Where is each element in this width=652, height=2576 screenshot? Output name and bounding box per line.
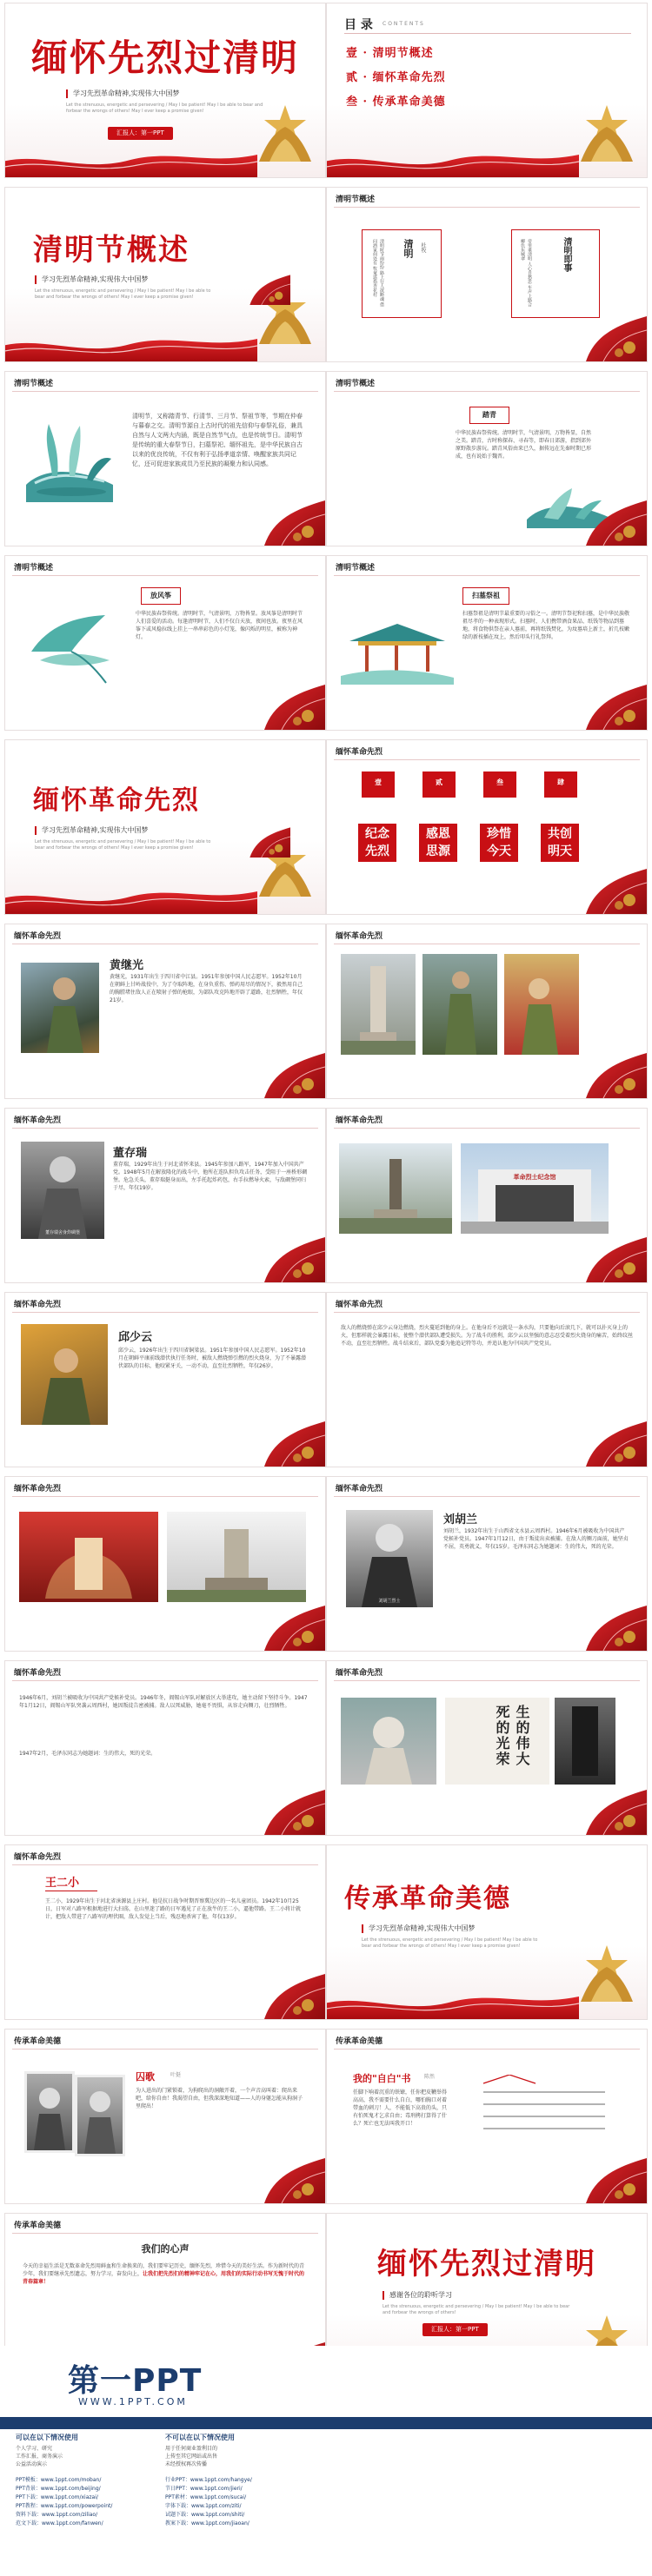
origin-label: 踏青 [469,407,509,424]
cover-english: Let the strenuous, energetic and persevering / May I be patient! May I be able to bear and forbear the wrongs of others! May I ever keep a promise given! [66,103,263,114]
red-wave [327,144,579,177]
hero-text: 刘胡兰，1932年出生于山西省文水县云周西村。1946年6月被吸收为中国共产党候补党员。1947年1月12日，由于叛徒出卖被捕。在敌人的铡刀面前，她坚贞不屈，英勇就义，年仅15岁。毛泽东同志为她题词：生的伟大，死的光荣。 [443,1528,629,1550]
hero-story-text-2: 1947年2月，毛泽东同志为她题词：生的伟大，死的光荣。 [19,1751,156,1757]
monument-photo [341,954,416,1055]
promo-footer [0,2346,652,2576]
red-flag-corner [569,1414,647,1467]
slide-header: 缅怀革命先烈 [327,740,647,761]
cover-subtitle: 学习先烈革命精神,实现伟大中国梦 [66,89,180,98]
section2-subtitle: 学习先烈革命精神,实现伟大中国梦 [35,825,149,835]
poem1-lines: 清明时节雨纷纷 路上行人欲断魂 借问酒家何处有 牧童遥指杏花村 [372,239,384,308]
kite-label: 放风筝 [141,587,181,605]
red-flag-corner [247,1414,325,1467]
hero-name: 刘胡兰 [443,1513,478,1526]
poem-text: 为人进出的门紧锁着，为狗爬出的洞敞开着，一个声音高叫着：爬出来吧，给你自由！我渴望自由，但我深深地知道——人的身躯怎能从狗洞子里爬出！ [136,2088,303,2109]
slide-kite[interactable] [5,556,325,730]
hero-portrait [21,1142,104,1239]
poem1-title: 清明 [403,239,414,258]
poem1-author: 杜牧 [420,242,426,253]
poem-title: 囚歌 [136,2071,155,2083]
red-flag-corner [569,862,647,914]
poem2-card [511,229,600,318]
red-silk [238,266,290,309]
gold-ornament [572,101,642,162]
pavilion-illustration [341,606,454,685]
poem2-title: 清明即事 [562,237,571,272]
slide-header: 缅怀革命先烈 [5,1109,325,1129]
hero-painting [21,1324,108,1425]
red-flag-corner [247,678,325,730]
promo-col1-title: 可以在以下情况使用 [16,2434,78,2441]
hero-text: 黄继光，1931年出生于四川省中江县。1951年参加中国人民志愿军。1952年10月在朝鲜上甘岭战役中，为了夺取阵地，在身负重伤、弹药用尽的情况下，毅然用自己的胸膛堵住敌人正在喷射子弹的枪眼，为部队攻克阵地开辟了道路，壮烈牺牲，年仅21岁。 [110,974,303,1003]
slide-header: 缅怀革命先烈 [5,1845,325,1866]
slide-hero-dong-memorial[interactable] [327,1109,647,1282]
toc-item-3[interactable]: 叁 · 传承革命美德 [346,96,446,109]
slide-section-3[interactable] [327,1845,647,2019]
slide-hero-wang[interactable] [5,1845,325,2019]
slide-confession[interactable] [327,2030,647,2203]
statue-photo [422,954,497,1055]
thoughts-text: 今天的幸福生活是无数革命先烈用鲜血和生命换来的，我们要牢记历史，缅怀先烈，珍惜今天的美好生活。作为新时代的青少年，我们要继承先烈遗志，努力学习，奋发向上，让我们把先烈们的精神牢记在心，用我们的实际行动书写无愧于时代的青春篇章！ [23,2263,305,2285]
chip-4: 肆 [544,771,577,798]
hero-portrait [346,1510,433,1607]
red-flag-corner [569,1783,647,1835]
slide-hero-qiu[interactable] [5,1293,325,1467]
toc-title: 目 录 [344,18,373,32]
slide-header: 传承革命美德 [5,2214,325,2235]
hero-name: 邱少云 [118,1331,153,1344]
hero-text: 董存瑞，1929年出生于河北省怀来县。1945年参加八路军，1947年加入中国共产党。1948年5月在解放隆化的战斗中，他所在连队担负攻击任务，受阻于一座桥形碉堡。危急关头，董存瑞挺身而出，左手托起炸药包，右手拉燃导火索，与敌碉堡同归于尽，年仅19岁。 [113,1162,308,1191]
slide-header: 传承革命美德 [327,2030,647,2050]
poem-title: 我的"自白"书 [353,2073,411,2084]
section1-subtitle: 学习先烈革命精神,实现伟大中国梦 [35,275,149,284]
gold-ornament [250,101,320,162]
toc-divider [344,33,631,34]
stamp-photo-2 [75,2075,125,2156]
slide-header: 缅怀革命先烈 [5,924,325,945]
poster-photo [504,954,579,1055]
hero-story-text: 1946年6月，刘胡兰被吸收为中国共产党候补党员。1946年冬，阎锡山军队对解放区大举进攻，她主动留下坚持斗争。1947年1月12日，阎锡山军队突袭云周西村，她因叛徒告密被捕。敌人以死威胁，她毫不畏惧，从容走向铡刀，壮烈牺牲。 [19,1695,308,1709]
promo-links-right[interactable]: 行业PPT：www.1ppt.com/hangye/ 节日PPT：www.1ppt.com/jieri/ PPT素材：www.1ppt.com/sucai/ 字体下载：www.1ppt.com/ziti/ 试题下载：www.1ppt.com/shiti/ 教案下载：www.1ppt.com/jiaoan/ [165,2477,252,2526]
slide-section-2[interactable] [5,740,325,914]
kite-text: 中华民族春祭传统。清明时节，气清景明，万物皆显。放风筝是清明时节人们喜爱的活动。每逢清明时节，人们不仅白天放，夜间也放。夜里在风筝下或风稳拉线上挂上一串串彩色的小灯笼，像闪烁的明星，被称为神灯。 [136,611,303,640]
poem1-card [362,229,442,318]
poem-text: 任脚下响着沉重的铁镣，任你把皮鞭举得高高，我不需要什么自白，哪怕胸口对着带血的刺刀！人，不能低下高贵的头，只有怕死鬼才乞求自由；毒刑拷打算得了什么？死亡也无法叫我开口！ [353,2089,448,2127]
slide-hero-liu-photos[interactable] [327,1661,647,1835]
red-flag-corner [247,1783,325,1835]
portrait-caption: 董存瑞舍身炸碉堡 [44,1230,80,1235]
slide-hero-liu-text[interactable] [5,1661,325,1835]
toc-item-1[interactable]: 壹 · 清明节概述 [346,47,434,60]
promo-col2-title: 不可以在以下情况使用 [165,2434,235,2441]
bird-illustration [23,599,118,686]
closing-title: 缅怀先烈过清明 [377,2247,596,2281]
value-box-3: 珍惜 今天 [480,824,518,862]
red-flag-corner [569,309,647,361]
slide-hero-dong[interactable] [5,1109,325,1282]
slide-tomb-sweeping[interactable] [327,556,647,730]
slide-hero-huang-photos[interactable] [327,924,647,1098]
red-wave [5,881,257,914]
red-flag-corner [569,678,647,730]
tablet-photo [555,1698,615,1785]
red-flag-corner [569,2151,647,2203]
section3-english: Let the strenuous, energetic and persevering / May I be patient! May I be able to bear and forbear the wrongs of others! May I ever keep a promise given! [362,1937,538,1949]
slide-header: 缅怀革命先烈 [327,924,647,945]
statue-photo [339,1143,452,1234]
slide-header: 清明节概述 [5,556,325,577]
chip-1: 壹 [362,771,395,798]
portrait-caption: 刘胡兰烈士 [378,1599,401,1604]
calligraphy-sketch [475,2075,614,2144]
thoughts-title: 我们的心声 [141,2243,190,2255]
red-wave [5,144,257,177]
slide-section-1[interactable] [5,188,325,361]
tomb-photo [167,1512,306,1602]
chip-3: 叁 [483,771,516,798]
red-flag-corner [247,1230,325,1282]
slide-cover[interactable] [5,3,325,177]
slide-overview[interactable] [5,372,325,546]
slide-header: 清明节概述 [327,372,647,393]
red-flag-corner [569,1230,647,1282]
hero-story-text: 敌人的燃烧弹在邱少云身边燃烧，烈火蔓延到他的身上。在他身后不远就是一条水沟，只要他向后滚几下，就可以扑灭身上的火，但那样就会暴露目标，使整个潜伏部队遭受损失。为了战斗的胜利，邱少云以坚强的意志忍受着烈火烧身的痛苦，始终纹丝不动，直至壮烈牺牲。战斗结束后，部队党委为他追记特等功，并追认他为中国共产党党员。 [341,1325,634,1347]
slide-header: 缅怀革命先烈 [327,1293,647,1314]
inscription-text: 生的伟大 死的光荣 [494,1705,530,1767]
red-flag-corner [247,493,325,546]
slide-header: 缅怀革命先烈 [327,1661,647,1682]
slide-header: 缅怀革命先烈 [5,1477,325,1498]
green-landscape-illustration [17,407,122,502]
hero-text: 邱少云，1926年出生于四川省铜梁县。1951年参加中国人民志愿军。1952年10月在朝鲜平康前线潜伏执行任务时，被敌人燃烧弹引燃的烈火烧身，为了不暴露潜伏部队的目标，他咬紧牙关，一动不动，直至壮烈牺牲，年仅26岁。 [118,1348,307,1369]
origin-text: 中华民族春祭传统。清明时节，气清景明，万物皆显，自然之美。踏青，古时称探春、寻春等，即春日郊游，指到郊外原野散步游玩。踏青风俗由来已久，据传远在先秦时期已形成，也有说始于魏晋。 [456,430,592,460]
slide-hero-qiu-photos[interactable] [5,1477,325,1651]
cover-reporter: 汇报人：第一PPT [108,127,173,140]
slide-header: 传承革命美德 [5,2030,325,2050]
red-flag-corner [569,1599,647,1651]
memorial-hall-photo [461,1143,609,1234]
stamp-photo-1 [24,2071,75,2153]
toc-subtitle: CONTENTS [383,21,425,27]
promo-links-left[interactable]: PPT模板：www.1ppt.com/moban/ PPT背景：www.1ppt.com/beijing/ PPT下载：www.1ppt.com/xiazai/ PPT教程：www.1ppt.com/powerpoint/ 资料下载：www.1ppt.com/ziliao/ 范文下载：www.1ppt.com/fanwen/ [16,2477,113,2526]
slide-hero-huang[interactable] [5,924,325,1098]
closing-subtitle: 感谢各位的聆听学习 [383,2290,452,2300]
slide-toc[interactable] [327,3,647,177]
slide-header: 缅怀革命先烈 [327,1109,647,1129]
poem-author: 陈然 [424,2074,436,2080]
red-silk [238,818,290,862]
sweep-label: 扫墓祭祖 [462,587,509,605]
promo-url[interactable]: WWW.1PPT.COM [78,2396,188,2407]
value-box-2: 感恩 思源 [419,824,457,862]
red-wave [327,1986,579,2019]
slide-header: 清明节概述 [327,556,647,577]
red-flag-corner [569,1046,647,1098]
red-flag-corner [247,1967,325,2019]
red-flag-corner [569,493,647,546]
gold-ornament [572,1941,642,2002]
hero-name: 董存瑞 [113,1147,148,1160]
overview-text: 清明节，又称踏青节、行清节、三月节、祭祖节等，节期在仲春与暮春之交。清明节源自上古时代的祖先信仰与春祭礼俗，兼具自然与人文两大内涵，既是自然节气点，也是传统节日。清明节是传统的重大春祭节日，扫墓祭祀、缅怀祖先，是中华民族自古以来的优良传统，不仅有利于弘扬孝道亲情、唤醒家族共同记忆，还可促进家族成员乃至民族的凝聚力和认同感。 [132,413,303,467]
memorial-plaque: 革命烈士纪念馆 [513,1174,556,1181]
hero-text: 王二小，1929年出生于河北省涞源县上庄村。他是抗日战争时期晋察冀边区的一名儿童团员。1942年10月25日，日军对八路军根据地进行大扫荡，在山里迷了路的日军遇见了正在放牛的王二小，逼他带路。王二小将计就计，把敌人带进了八路军的埋伏圈，敌人发觉上当后，残忍地杀害了他，年仅13岁。 [45,1898,302,1920]
red-flag-corner [247,1599,325,1651]
slide-header: 缅怀革命先烈 [5,1661,325,1682]
red-flag-corner [247,2151,325,2203]
promo-logo[interactable]: 第一PPT [68,2363,203,2399]
memorial-hall-photo [19,1512,158,1602]
section1-english: Let the strenuous, energetic and persevering / May I be patient! May I be able to bear and forbear the wrongs of others! May I ever keep a promise given! [35,288,211,300]
slide-header: 清明节概述 [5,372,325,393]
promo-col1-items: 个人学习、研究 工作汇报、商务演示 公益活动演示 [16,2446,63,2467]
hero-name: 黄继光 [110,959,144,972]
cover-title: 缅怀先烈过清明 [30,36,299,79]
slide-poems[interactable] [327,188,647,361]
thoughts-highlight: 让我们把先烈们的精神牢记在心，用我们的实际行动书写无愧于时代的青春篇章！ [23,2271,305,2285]
chip-2: 贰 [422,771,456,798]
promo-divider [0,2417,652,2429]
slide-header: 缅怀革命先烈 [327,1477,647,1498]
promo-col2-items: 用于任何商业盈利目的 上传至其它网站或出售 未经授权再次传播 [165,2446,218,2467]
section3-subtitle: 学习先烈革命精神,实现伟大中国梦 [362,1924,476,1933]
section1-title: 清明节概述 [33,233,190,268]
slide-prison-song[interactable] [5,2030,325,2203]
slide-origin[interactable] [327,372,647,546]
section2-title: 缅怀革命先烈 [33,785,200,816]
hero-name: 王二小 [45,1877,80,1890]
slide-header: 清明节概述 [327,188,647,209]
closing-english: Let the strenuous, energetic and persevering / May I be patient! May I be able to bear and forbear the wrongs of others! [383,2304,570,2315]
slide-hero-qiu-text[interactable] [327,1293,647,1467]
section2-english: Let the strenuous, energetic and persevering / May I be patient! May I be able to bear and forbear the wrongs of others! May I ever keep a promise given! [35,839,211,851]
value-box-1: 纪念 先烈 [358,824,396,862]
section3-title: 传承革命美德 [344,1884,511,1914]
hero-portrait [21,963,99,1053]
red-wave [5,328,257,361]
toc-item-2[interactable]: 贰 · 缅怀革命先烈 [346,71,446,84]
value-box-4: 共创 明天 [541,824,579,862]
slide-memorial[interactable] [327,740,647,914]
red-flag-corner [247,1046,325,1098]
poem2-lines: 帝里重清明 人心自愁思 车声上路合 柳色东城翠 [520,239,532,308]
slide-header: 缅怀革命先烈 [5,1293,325,1314]
inscription-photo [445,1698,549,1785]
slide-hero-liu[interactable] [327,1477,647,1651]
statue-photo [341,1698,436,1785]
sweep-text: 扫墓祭祖是清明节最重要的习俗之一。清明节祭祀和扫墓，是中华民族敬祖尽孝的一种表现形式。扫墓时，人们携带酒食果品、纸钱等物品到墓地，将食物供祭在亲人墓前，再将纸钱焚化，为坟墓培上新土，折几枝嫩绿的新枝插在坟上，然后叩头行礼祭拜。 [462,611,630,640]
closing-reporter: 汇报人：第一PPT [422,2323,488,2336]
poem-author: 叶挺 [170,2072,182,2078]
